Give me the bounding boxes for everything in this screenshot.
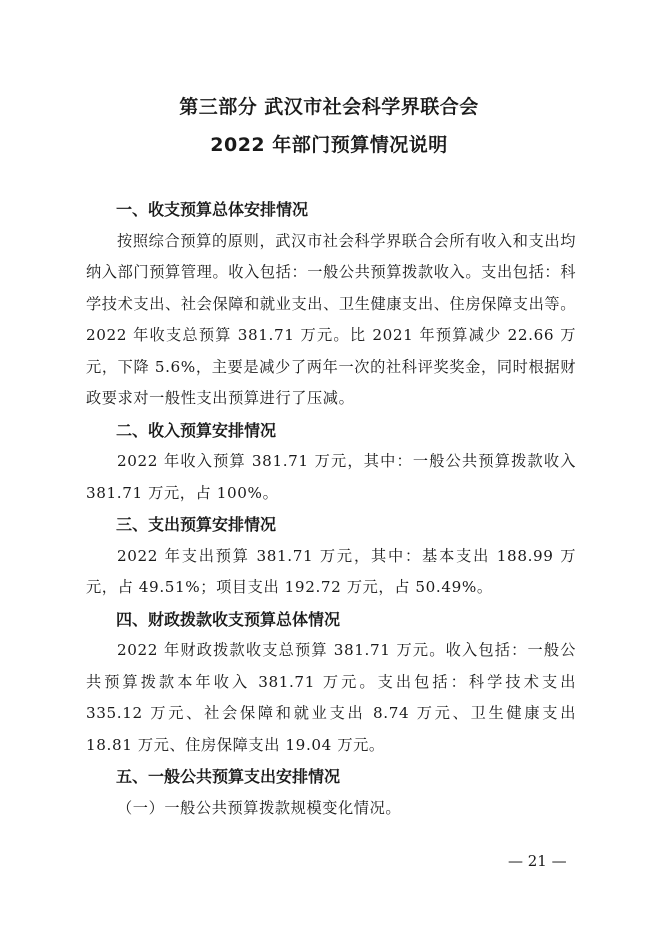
section-heading-2: 二、收入预算安排情况 <box>116 420 277 440</box>
document-title-line2: 2022 年部门预算情况说明 <box>210 134 448 156</box>
section-paragraph-5: （一）一般公共预算拨款规模变化情况。 <box>117 798 402 817</box>
section-heading-1: 一、收支预算总体安排情况 <box>116 200 309 219</box>
section-heading-4: 四、财政拨款收支预算总体情况 <box>116 609 341 629</box>
document-body <box>86 194 576 824</box>
section-heading-5: 五、一般公共预算支出安排情况 <box>116 767 341 786</box>
section-paragraph-2: 2022 年收入预算 381.71 万元，其中：一般公共预算拨款收入 381.71 万元，占 100%。 <box>86 452 576 502</box>
section-paragraph-4: 2022 年财政拨款收支总预算 381.71 万元。收入包括：一般公共预算拨款本年收入 381.71 万元。支出包括：科学技术支出 335.12 万元、社会保障和就业支出 8.74 万元、卫生健康支出 18.81 万元、住房保障支出 19.04 万元。 <box>86 641 576 754</box>
page-number: — 21 — <box>508 852 567 870</box>
section-paragraph-1: 按照综合预算的原则，武汉市社会科学界联合会所有收入和支出均纳入部门预算管理。收入包括：一般公共预算拨款收入。支出包括：科学技术支出、社会保障和就业支出、卫生健康支出、住房保障支出等。2022 年收支总预算 381.71 万元。比 2021 年预算减少 22.66 万元，下降 5.6%，主要是减少了两年一次的社科评奖奖金，同时根据财政要求对一般性支出预算进行了压减。 <box>86 231 576 407</box>
document-title-line1: 第三部分 武汉市社会科学界联合会 <box>179 96 479 118</box>
section-heading-3: 三、支出预算安排情况 <box>116 515 277 534</box>
section-paragraph-3: 2022 年支出预算 381.71 万元，其中：基本支出 188.99 万元，占 49.51%；项目支出 192.72 万元，占 50.49%。 <box>86 546 576 596</box>
